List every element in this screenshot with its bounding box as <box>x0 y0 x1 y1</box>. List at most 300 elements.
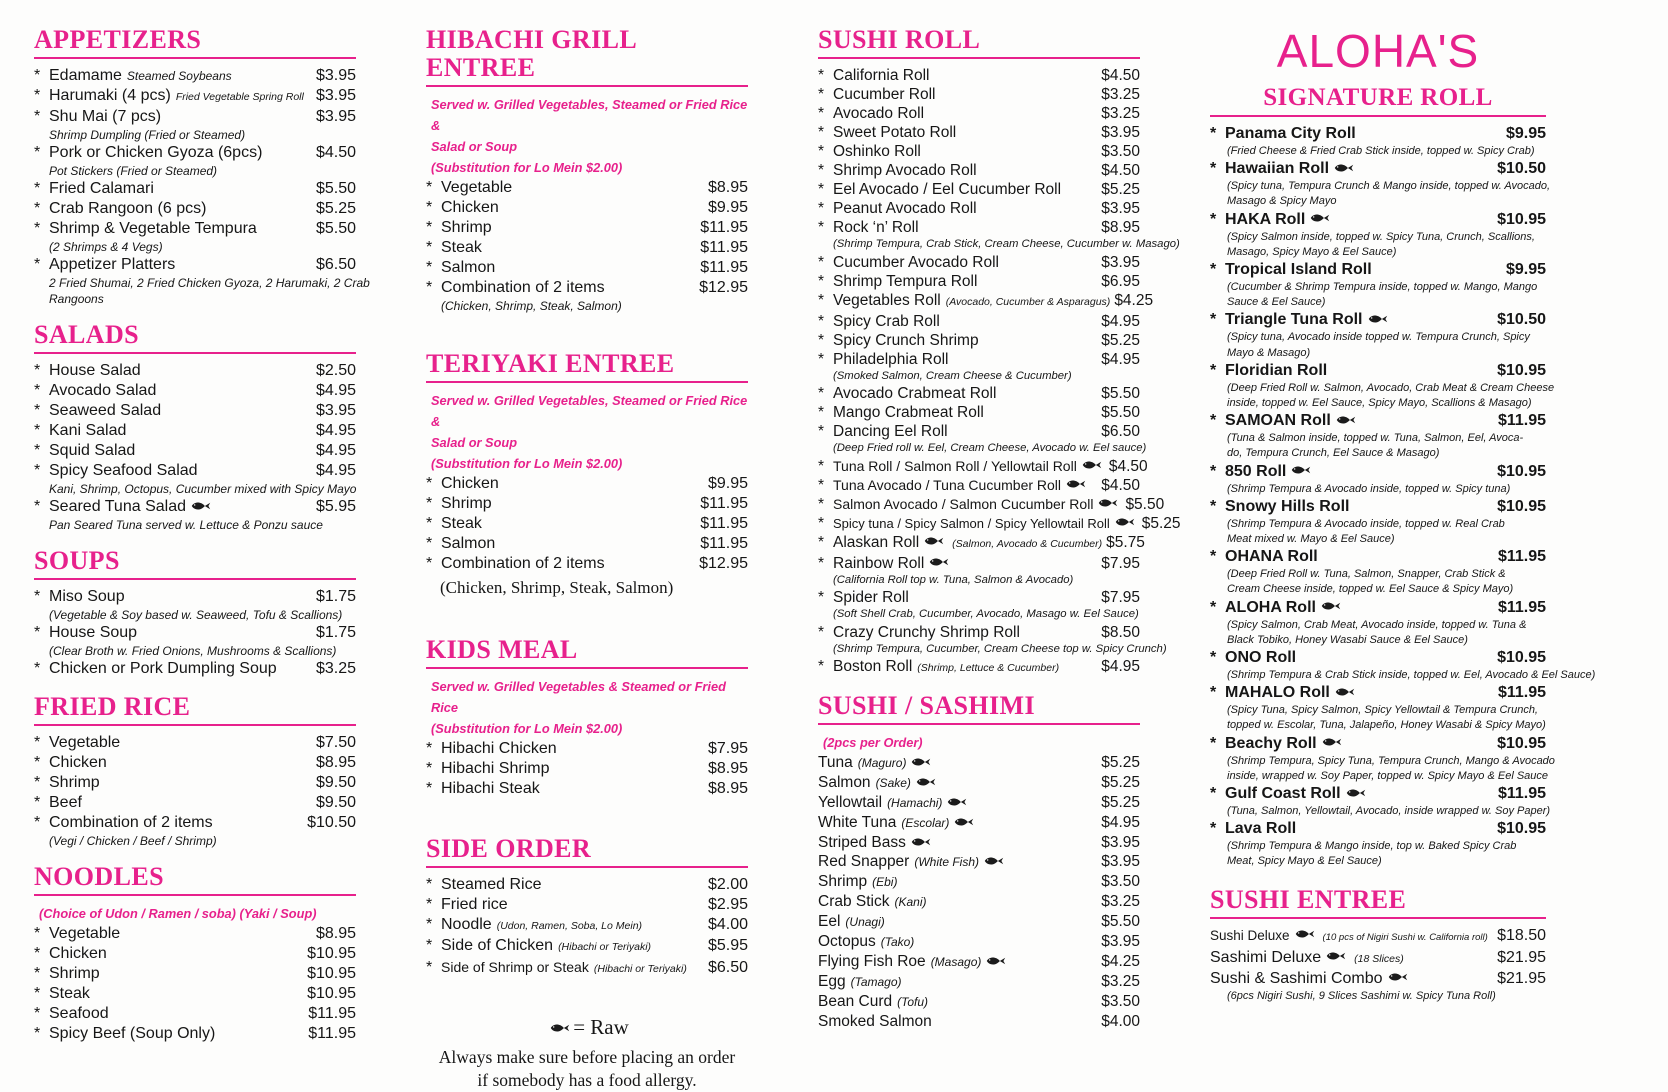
section-title <box>818 26 1140 59</box>
section-title <box>426 26 748 87</box>
item-name <box>34 441 312 461</box>
column-4-sections <box>1210 84 1596 1004</box>
item-description: Cream Cheese inside, topped w. Eel Sauce & Spicy Mayo) <box>1227 583 1514 596</box>
item-inline-desc: (Hibachi or Teriyaki) <box>558 941 652 953</box>
item-name <box>1210 926 1493 948</box>
section-title <box>426 350 748 383</box>
item-name-text: Avocado Salad <box>49 382 157 399</box>
item-price: $5.25 <box>1101 754 1140 771</box>
item-description: (Shrimp Tempura, Spicy Tuna, Tempura Crunch, Mango & Avocado <box>1227 754 1555 767</box>
item-name <box>1210 734 1493 754</box>
item-name <box>426 474 704 494</box>
item-name-text: Octopus <box>818 933 876 950</box>
raw-fish-icon <box>986 956 1006 966</box>
item-name-text: Chicken <box>441 199 499 216</box>
item-name-text: Shrimp Avocado Roll <box>833 162 977 179</box>
menu-item <box>34 381 356 401</box>
item-price: $4.95 <box>315 422 356 439</box>
item-price: $4.50 <box>1101 67 1140 84</box>
menu-item <box>818 872 1140 892</box>
item-name-text: Salmon Avocado / Salmon Cucumber Roll <box>833 495 1094 512</box>
section-note: (Substitution for Lo Mein $2.00) <box>431 160 623 175</box>
menu-item <box>426 957 748 979</box>
item-price: $10.95 <box>1497 361 1546 379</box>
item-price: $11.95 <box>1497 412 1546 430</box>
item-name <box>818 403 1097 422</box>
raw-fish-icon <box>947 797 967 807</box>
section-title <box>426 835 748 868</box>
item-name-text: Cucumber Roll <box>833 86 936 103</box>
item-bullet: * <box>426 515 433 532</box>
item-description: (Soft Shell Crab, Cucumber, Avocado, Masago w. Eel Sauce) <box>833 608 1139 620</box>
item-price: $11.95 <box>1497 548 1546 566</box>
item-price: $7.95 <box>1101 589 1140 606</box>
item-name-text: Shrimp <box>441 495 492 512</box>
raw-fish-icon <box>911 837 931 847</box>
item-name-text: Philadelphia Roll <box>833 350 949 368</box>
column-2-sections <box>426 26 748 979</box>
item-name <box>34 587 312 607</box>
item-bullet: * <box>34 794 41 811</box>
item-inline-desc: Steamed Soybeans <box>126 69 232 83</box>
item-name-text: Chicken <box>441 475 499 492</box>
item-name-text: Combination of 2 items <box>49 814 213 831</box>
section-note: (Choice of Udon / Ramen / soba) (Yaki / Soup) <box>39 906 317 921</box>
menu-item <box>426 936 748 957</box>
section-note: Served w. Grilled Vegetables, Steamed or Fried Rice & <box>431 393 748 429</box>
raw-fish-icon <box>1334 163 1354 173</box>
item-bullet: * <box>818 350 825 368</box>
item-name <box>818 180 1097 199</box>
item-inline-desc: (Masago) <box>930 955 982 969</box>
item-name-text: Spicy Crab Roll <box>833 312 940 330</box>
item-bullet: * <box>818 219 825 236</box>
item-price: $4.95 <box>1101 658 1140 675</box>
section-note: (2pcs per Order) <box>823 735 923 750</box>
item-name <box>34 984 303 1004</box>
item-name <box>34 733 312 753</box>
item-name <box>1210 683 1494 703</box>
item-inline-desc: (White Fish) <box>914 855 980 869</box>
item-description: Masago & Spicy Mayo <box>1227 195 1337 208</box>
item-bullet: * <box>426 535 433 552</box>
menu-item <box>818 773 1140 793</box>
raw-fish-icon <box>1115 517 1135 527</box>
item-name-text: Eel Avocado / Eel Cucumber Roll <box>833 181 1062 198</box>
menu-item <box>34 143 356 163</box>
item-bullet: * <box>426 959 433 976</box>
item-price: $8.95 <box>315 754 356 771</box>
item-price: $4.25 <box>1114 291 1154 309</box>
menu-section <box>34 547 356 679</box>
item-name <box>818 495 1121 514</box>
item-price: $12.95 <box>699 555 748 572</box>
item-description: Sauce & Eel Sauce) <box>1227 296 1326 309</box>
item-inline-desc: (Udon, Ramen, Soba, Lo Mein) <box>496 920 643 932</box>
item-name <box>426 915 704 936</box>
item-name <box>818 253 1097 272</box>
item-price: $4.95 <box>315 442 356 459</box>
item-price: $10.50 <box>307 814 356 831</box>
menu-item <box>818 1012 1140 1031</box>
item-name <box>34 497 312 517</box>
item-name <box>1210 948 1493 969</box>
item-name-text: SAMOAN Roll <box>1225 412 1331 430</box>
item-bullet: * <box>34 814 41 831</box>
item-price: $3.95 <box>1101 834 1140 851</box>
item-inline-desc: (Maguro) <box>857 756 907 770</box>
item-bullet: * <box>1210 785 1217 803</box>
item-description: inside, wrapped w. Soy Paper, topped w. Spicy Mayo & Eel Sauce <box>1227 769 1549 782</box>
item-price: $11.95 <box>308 1025 356 1042</box>
raw-fish-icon <box>911 757 931 767</box>
menu-item <box>818 350 1140 369</box>
menu-item <box>818 932 1140 952</box>
item-price: $3.95 <box>315 87 356 104</box>
raw-legend-label: = Raw <box>573 1015 629 1039</box>
item-name-text: Steamed Rice <box>441 876 542 893</box>
item-name <box>818 892 1097 912</box>
section-title <box>1210 886 1546 919</box>
menu-item <box>818 66 1140 85</box>
item-name <box>34 361 312 381</box>
item-name-text: House Salad <box>49 362 141 379</box>
item-price: $18.50 <box>1497 926 1546 944</box>
item-name <box>34 813 303 833</box>
raw-fish-icon <box>545 1015 573 1039</box>
item-name <box>426 218 696 238</box>
raw-fish-icon <box>1321 601 1341 611</box>
menu-column-4 <box>1210 25 1596 1092</box>
item-description: (Shrimp Tempura, Cucumber, Cream Cheese top w. Spicy Crunch) <box>833 642 1167 655</box>
menu-item <box>34 1004 356 1024</box>
item-description: (Spicy Salmon, Crab Meat, Avocado inside, topped w. Tuna & <box>1227 618 1527 631</box>
item-name <box>34 461 312 481</box>
item-name <box>34 924 312 944</box>
item-bullet: * <box>1210 261 1217 279</box>
item-price: $10.95 <box>1497 820 1546 838</box>
menu-item <box>34 587 356 607</box>
item-bullet: * <box>34 985 41 1002</box>
item-name <box>426 957 704 979</box>
item-price: $3.95 <box>1101 933 1140 950</box>
item-bullet: * <box>818 162 825 179</box>
raw-fish-icon <box>550 1023 570 1033</box>
menu-item <box>34 421 356 441</box>
menu-item <box>34 793 356 813</box>
menu-column-2 <box>426 26 748 1092</box>
item-description: (Shrimp Tempura, Crab Stick, Cream Cheese, Cucumber w. Masago) <box>833 238 1180 250</box>
item-price: $12.95 <box>699 279 748 296</box>
item-name <box>818 123 1097 142</box>
item-price: $7.95 <box>707 740 748 757</box>
item-bullet: * <box>818 495 825 513</box>
item-name <box>426 178 704 198</box>
menu-item <box>818 312 1140 331</box>
item-price: $11.95 <box>700 219 748 236</box>
menu-item <box>34 219 356 239</box>
section-title-text: HIBACHI GRILL ENTREE <box>426 25 636 82</box>
item-bullet: * <box>426 896 433 913</box>
item-name-text: Egg <box>818 973 846 990</box>
item-name-text: Flying Fish Roe <box>818 953 926 970</box>
menu-item <box>1210 819 1546 839</box>
item-name-text: Side of Chicken <box>441 937 554 954</box>
item-name <box>818 992 1097 1012</box>
item-price: $2.50 <box>315 362 356 379</box>
item-description: (Vegetable & Soy based w. Seaweed, Tofu & Scallions) <box>49 608 343 622</box>
item-price: $10.95 <box>307 985 356 1002</box>
item-name <box>34 793 312 813</box>
section-title-text: KIDS MEAL <box>426 635 578 664</box>
item-bullet: * <box>34 462 41 479</box>
item-bullet: * <box>34 754 41 771</box>
item-price: $4.50 <box>1101 162 1140 179</box>
menu-item <box>1210 547 1546 567</box>
item-price: $8.50 <box>1101 623 1140 641</box>
item-description: topped w. Escolar, Tuna, Jalapeño, Honey Wasabi & Spicy Mayo) <box>1227 719 1546 732</box>
item-name-text: Tuna <box>818 754 853 771</box>
column-1-sections <box>34 25 370 1044</box>
menu-item <box>818 852 1140 872</box>
item-name-text: Steak <box>49 985 90 1002</box>
section-title-text: SIDE ORDER <box>426 834 592 863</box>
item-price: $9.95 <box>1505 261 1546 279</box>
section-note: (Substitution for Lo Mein $2.00) <box>431 721 623 736</box>
item-bullet: * <box>426 937 433 954</box>
item-name-text: Noodle <box>441 916 492 933</box>
item-name-text: Vegetable <box>49 925 121 942</box>
item-name <box>818 104 1097 123</box>
menu-item <box>34 924 356 944</box>
menu-item <box>818 161 1140 180</box>
item-description: Meat, Spicy Mayo & Eel Sauce) <box>1227 855 1382 868</box>
item-bullet: * <box>818 514 825 532</box>
menu-item <box>426 779 748 799</box>
item-price: $21.95 <box>1497 948 1546 966</box>
raw-fish-icon <box>984 856 1004 866</box>
item-bullet: * <box>34 220 41 237</box>
item-name-text: Striped Bass <box>818 834 906 851</box>
item-price: $3.95 <box>1101 200 1140 217</box>
item-price: $11.95 <box>1497 785 1546 803</box>
raw-legend-row <box>426 1015 748 1040</box>
item-bullet: * <box>34 422 41 439</box>
item-name-text: Harumaki (4 pcs) <box>49 87 171 104</box>
item-price: $5.50 <box>315 180 356 197</box>
item-bullet: * <box>34 200 41 217</box>
item-name <box>426 534 696 554</box>
item-description: (Spicy Tuna, Spicy Salmon, Spicy Yellowtail & Tempura Crunch, <box>1227 704 1538 717</box>
item-name <box>426 875 704 895</box>
item-bullet: * <box>1210 684 1217 702</box>
menu-item <box>818 992 1140 1012</box>
item-name <box>34 86 312 107</box>
item-price: $4.50 <box>1108 457 1148 475</box>
item-name <box>1210 598 1494 618</box>
item-name <box>818 872 1097 892</box>
item-name-text: Shrimp <box>49 965 100 982</box>
item-bullet: * <box>1210 311 1217 329</box>
item-bullet: * <box>818 86 825 103</box>
item-price: $9.95 <box>1505 125 1546 142</box>
section-title-text: SUSHI / SASHIMI <box>818 691 1035 720</box>
menu-item <box>34 659 356 679</box>
item-price: $3.50 <box>1101 993 1140 1010</box>
item-price: $10.95 <box>1497 497 1546 515</box>
menu-item <box>426 875 748 895</box>
item-price: $11.95 <box>700 239 748 256</box>
item-inline-desc: (18 Slices) <box>1354 952 1404 965</box>
item-price: $5.95 <box>707 937 748 954</box>
item-bullet: * <box>34 588 41 605</box>
item-description: (Shrimp Tempura & Mango inside, top w. Baked Spicy Crab <box>1227 840 1517 853</box>
item-inline-desc: (Sake) <box>875 776 911 790</box>
item-name <box>818 350 1097 369</box>
item-bullet: * <box>426 239 433 256</box>
menu-item <box>426 258 748 278</box>
item-price: $21.95 <box>1497 969 1546 987</box>
item-name-text: Boston Roll <box>833 658 913 675</box>
item-name <box>818 793 1097 813</box>
item-description: (Shrimp Tempura & Crab Stick inside, topped w. Eel, Avocado & Eel Sauce) <box>1227 669 1596 682</box>
item-name-text: Chicken <box>49 945 107 962</box>
item-price: $6.95 <box>1101 272 1140 290</box>
menu-item <box>818 85 1140 104</box>
item-name <box>34 1024 304 1044</box>
item-name-text: Kani Salad <box>49 422 127 439</box>
menu-item <box>34 623 356 643</box>
item-name-text: Spicy Seafood Salad <box>49 462 198 479</box>
item-name <box>1210 969 1493 989</box>
item-bullet: * <box>1210 125 1217 142</box>
item-price: $11.95 <box>700 535 748 552</box>
menu-item <box>818 403 1140 422</box>
item-price: $5.75 <box>1106 533 1145 551</box>
item-price: $8.95 <box>1101 219 1140 236</box>
menu-item <box>34 86 356 107</box>
item-description: Black Tobiko, Honey Wasabi Sauce & Eel Sauce) <box>1227 633 1468 646</box>
menu-item <box>818 123 1140 142</box>
item-name-text: Crazy Crunchy Shrimp Roll <box>833 623 1020 641</box>
menu-item <box>818 422 1140 441</box>
menu-item <box>818 180 1140 199</box>
item-price: $4.95 <box>1101 312 1140 330</box>
raw-fish-icon <box>1082 460 1102 470</box>
item-name <box>34 421 312 441</box>
item-price: $6.50 <box>1101 423 1140 440</box>
item-name-text: Alaskan Roll <box>833 533 920 551</box>
menu-item <box>34 401 356 421</box>
raw-fish-icon <box>1346 788 1366 798</box>
item-name-text: Red Snapper <box>818 853 910 870</box>
item-description: Masago, Spicy Mayo & Eel Sauce) <box>1227 245 1397 258</box>
item-name-text: Hibachi Chicken <box>441 740 557 757</box>
menu-item <box>34 964 356 984</box>
item-price: $1.75 <box>315 624 356 641</box>
menu-item <box>1210 159 1546 179</box>
item-bullet: * <box>1210 412 1217 430</box>
item-price: $6.50 <box>315 256 356 273</box>
item-bullet: * <box>1210 734 1217 752</box>
item-price: $3.50 <box>1101 873 1140 890</box>
item-bullet: * <box>34 67 41 84</box>
item-name <box>818 657 1097 678</box>
item-name <box>818 85 1097 104</box>
item-name-text: Salmon <box>441 259 496 276</box>
item-name <box>34 107 312 127</box>
menu-item <box>34 179 356 199</box>
menu-item <box>34 107 356 127</box>
raw-fish-icon <box>1326 951 1346 961</box>
item-description: do, Tempura Crunch, Eel Sauce & Masago) <box>1227 447 1440 460</box>
menu-item <box>1210 210 1546 230</box>
menu-item <box>818 199 1140 218</box>
item-description: (Chicken, Shrimp, Steak, Salmon) <box>441 299 622 313</box>
item-price: $3.25 <box>315 660 356 677</box>
menu-item <box>818 495 1165 514</box>
menu-item <box>426 178 748 198</box>
item-name <box>34 199 312 219</box>
item-description: (Deep Fried Roll w. Tuna, Salmon, Snapper, Crab Stick & <box>1227 568 1506 581</box>
item-name-text: Spicy Crunch Shrimp <box>833 331 979 349</box>
raw-fish-icon <box>1066 479 1086 489</box>
item-bullet: * <box>34 498 41 515</box>
item-description: Mayo & Masago) <box>1227 346 1311 359</box>
section-note: Served w. Grilled Vegetables, Steamed or Fried Rice & <box>431 97 748 133</box>
item-name-text: Steak <box>441 239 482 256</box>
item-bullet: * <box>1210 497 1217 515</box>
raw-fish-icon <box>191 501 211 511</box>
menu-item <box>34 361 356 381</box>
item-price: $10.95 <box>307 965 356 982</box>
item-bullet: * <box>34 442 41 459</box>
menu-item <box>34 753 356 773</box>
item-price: $3.95 <box>315 108 356 125</box>
item-description: Rangoons <box>49 292 104 306</box>
item-price: $4.50 <box>315 144 356 161</box>
menu-column-3 <box>818 25 1181 1092</box>
menu-item <box>426 554 748 574</box>
item-name-text: Tuna Roll / Salmon Roll / Yellowtail Roll <box>833 457 1077 474</box>
column-3-sections <box>818 25 1181 1031</box>
item-inline-desc: (Ebi) <box>872 875 898 889</box>
section-title-text: SOUPS <box>34 546 120 575</box>
item-bullet: * <box>1210 361 1217 379</box>
menu-item <box>1210 734 1546 754</box>
item-name-text: Mango Crabmeat Roll <box>833 404 984 421</box>
section-title <box>426 636 748 669</box>
item-description: Shrimp Dumpling (Fried or Steamed) <box>49 128 246 142</box>
menu-item <box>818 554 1140 573</box>
menu-section <box>426 26 748 314</box>
raw-fish-icon <box>1336 415 1356 425</box>
item-name-text: HAKA Roll <box>1225 210 1306 228</box>
menu-item <box>426 534 748 554</box>
item-name-text: Avocado Roll <box>833 105 925 122</box>
item-name-text: 850 Roll <box>1225 462 1287 480</box>
item-price: $8.95 <box>707 179 748 196</box>
menu-item <box>34 497 356 517</box>
menu-item <box>1210 784 1546 804</box>
allergy-note-line1: Always make sure before placing an order <box>438 1047 736 1067</box>
item-name-text: Eel <box>818 913 841 930</box>
item-name-text: Dancing Eel Roll <box>833 423 948 440</box>
item-name-text: Smoked Salmon <box>818 1013 932 1030</box>
section-note: Served w. Grilled Vegetables & Steamed or Fried Rice <box>431 679 726 715</box>
item-name-text: Salmon <box>441 535 496 552</box>
menu-item <box>34 461 356 481</box>
